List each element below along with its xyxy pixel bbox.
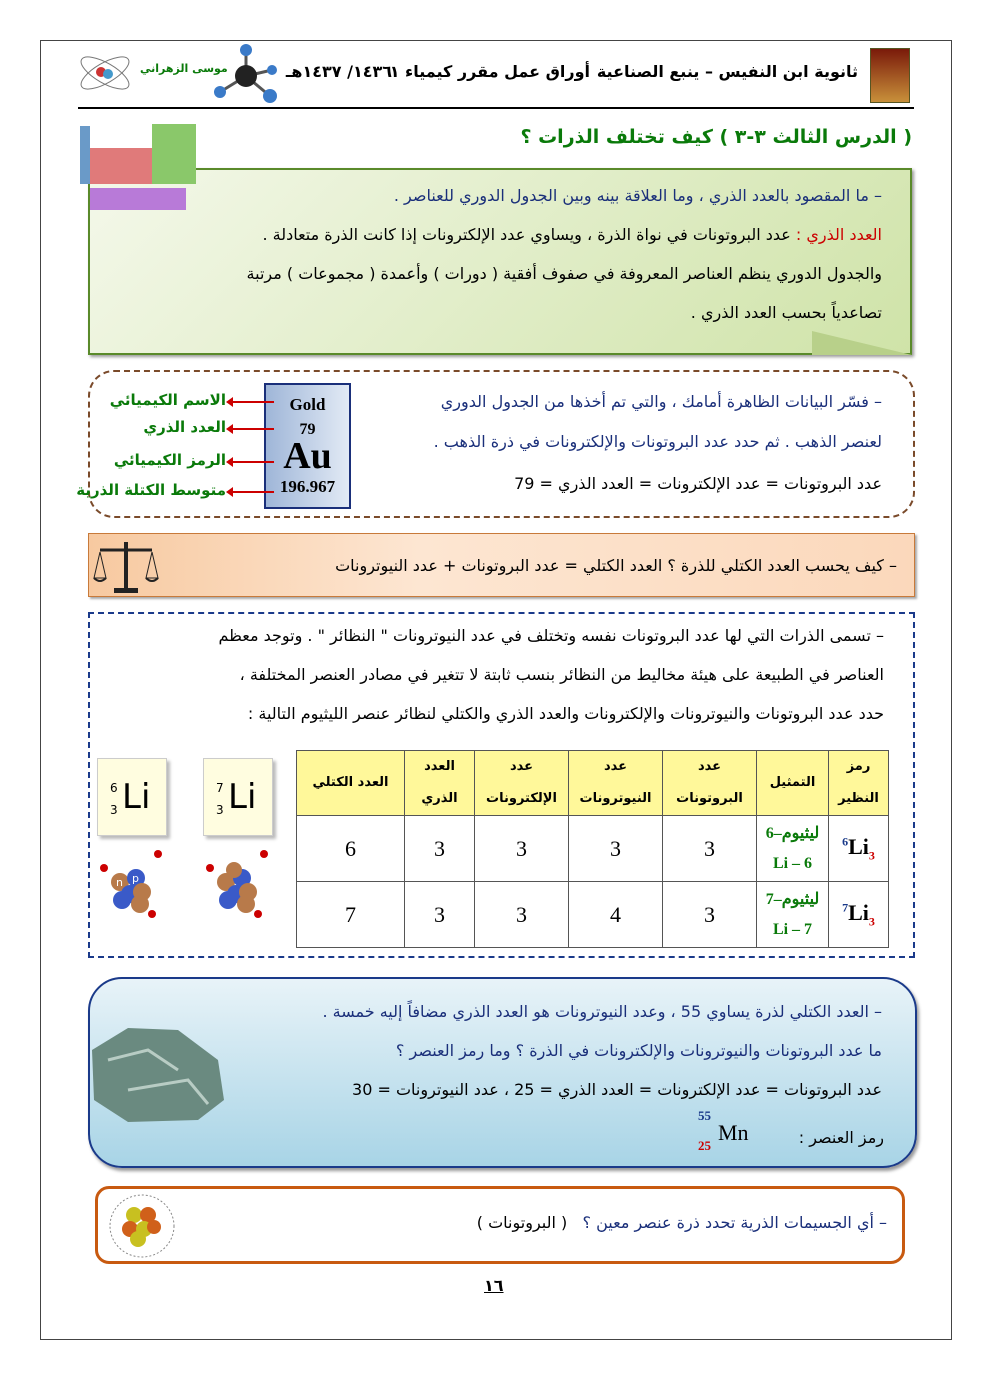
atomic-number-cell: 3 [405, 816, 475, 882]
neutrons-cell: 4 [569, 882, 663, 948]
table-row [297, 816, 889, 882]
representation: ليثيوم–6 Li – 6 [757, 816, 829, 882]
electrons-cell: 3 [475, 882, 569, 948]
element-name: Gold [289, 395, 326, 414]
isotope-symbol: $^6Li_3$ [829, 816, 889, 882]
arrow-icon [232, 491, 274, 493]
header-atomic-number: العدد الذري [405, 751, 475, 816]
element-mass: 196.967 [279, 477, 336, 496]
isotopes-line1: – تسمى الذرات التي لها عدد البروتونات نفسه وتختلف في عدد النيوترونات " النظائر " . وتوجد معظم [218, 626, 884, 645]
question-atomic-number: – ما المقصود بالعدد الذري ، وما العلاقة بينه وبين الجدول الدوري للعناصر . [393, 186, 882, 205]
mn-symbol: 55 Mn 25 [698, 1108, 749, 1153]
label-chemical-symbol: الرمز الكيميائي [113, 451, 226, 469]
element-symbol-label: رمز العنصر : [798, 1128, 884, 1147]
header-protons: عدد البروتونات [663, 751, 757, 816]
arrow-icon [232, 461, 274, 463]
mn-answer: عدد البروتونات = عدد الإلكترونات = العدد الذري = 25 ، عدد النيوترونات = 30 [352, 1080, 882, 1099]
atomic-number-definition [92, 215, 882, 254]
isotopes-line3: حدد عدد البروتونات والنيوترونات والإلكترونات والعدد الذري والكتلي لنظائر عنصر الليثيوم التالية : [247, 704, 884, 723]
header-representation: التمثيل [757, 751, 829, 816]
electrons-cell: 3 [475, 816, 569, 882]
course-title: أوراق عمل مقرر كيمياء ١ [389, 62, 590, 81]
academic-year: ١٤٣٦/ ١٤٣٧هـ [285, 62, 392, 81]
li7-nucleus-icon [206, 848, 272, 920]
mn-question-line1: – العدد الكتلي لذرة يساوي 55 ، وعدد النيوترونات هو العدد الذري مضافاً إليه خمسة . [322, 1002, 882, 1021]
protons-cell: 3 [663, 882, 757, 948]
lesson-title: ( الدرس الثالث ٣-٣ ) كيف تختلف الذرات ؟ [520, 126, 912, 148]
element-number: 79 [299, 421, 316, 438]
arrow-icon [232, 401, 274, 403]
li6-card: 6 3 Li [97, 758, 167, 836]
li7-card: 7 3 Li [203, 758, 273, 836]
definition-text: عدد البروتونات في نواة الذرة ، ويساوي عدد الإلكترونات إذا كانت الذرة متعادلة . [262, 225, 796, 244]
atomic-number-cell: 3 [405, 882, 475, 948]
svg-text:n: n [116, 876, 123, 889]
table-header-row [297, 751, 889, 816]
periodic-table-text-2: تصاعدياً بحسب العدد الذري . [690, 303, 882, 322]
nucleus-icon [108, 1193, 176, 1259]
isotope-symbol: $^7Li_3$ [829, 882, 889, 948]
table-row [297, 882, 889, 948]
header-isotope-symbol: رمز النظير [829, 751, 889, 816]
gold-answer: عدد البروتونات = عدد الإلكترونات = العدد الذري = 79 [514, 474, 882, 493]
protons-cell: 3 [663, 816, 757, 882]
balance-scale-icon [92, 538, 160, 594]
atom-icon [76, 44, 134, 102]
gold-question-line1: – فسّر البيانات الظاهرة أمامك ، والتي تم أخذها من الجدول الدوري [440, 392, 882, 411]
neutrons-cell: 3 [569, 816, 663, 882]
mass-number-cell: 6 [297, 816, 405, 882]
isotopes-table [296, 750, 889, 948]
label-average-mass: متوسط الكتلة الذرية [76, 481, 226, 499]
school-name: ثانوية ابن النفيس – ينبع الصناعية [596, 62, 858, 81]
isotopes-line2: العناصر في الطبيعة على هيئة مخاليط من النظائر بنسب ثابتة لا تتغير في مصادر العنصر المختلفة ، [239, 665, 884, 684]
element-symbol: Au [283, 435, 332, 477]
label-chemical-name: الاسم الكيميائي [109, 391, 226, 409]
manganese-rock-image [88, 1020, 228, 1124]
header-neutrons: عدد النيوترونات [569, 751, 663, 816]
header-electrons: عدد الإلكترونات [475, 751, 569, 816]
term-atomic-number: العدد الذري : [795, 225, 882, 244]
page-number: ١٦ [484, 1276, 504, 1295]
li6-nucleus-icon [100, 848, 166, 920]
svg-text:p: p [132, 872, 139, 885]
mass-number-text: – كيف يحسب العدد الكتلي للذرة ؟ العدد الكتلي = عدد البروتونات + عدد النيوترونات [335, 556, 897, 575]
mn-question-line2: ما عدد البروتونات والنيوترونات والإلكترونات في الذرة ؟ وما رمز العنصر ؟ [395, 1041, 882, 1060]
periodic-table-text: والجدول الدوري ينظم العناصر المعروفة في صفوف أفقية ( دورات ) وأعمدة ( مجموعات ) مرتبة [246, 264, 882, 283]
protons-question: – أي الجسيمات الذرية تحدد ذرة عنصر معين ؟ ( البروتونات ) [476, 1213, 887, 1232]
school-logo [870, 48, 910, 103]
protons-answer: ( البروتونات ) [476, 1213, 568, 1232]
gold-element-tile [264, 383, 351, 509]
author-name: موسى الزهراني [140, 62, 228, 75]
arrow-icon [232, 428, 274, 430]
label-atomic-number: العدد الذري [143, 418, 226, 436]
header-divider [78, 107, 914, 109]
mass-number-cell: 7 [297, 882, 405, 948]
gold-question-line2: لعنصر الذهب . ثم حدد عدد البروتونات والإلكترونات في ذرة الذهب . [433, 432, 882, 451]
representation: ليثيوم–7 Li – 7 [757, 882, 829, 948]
header-mass-number: العدد الكتلي [297, 751, 405, 816]
